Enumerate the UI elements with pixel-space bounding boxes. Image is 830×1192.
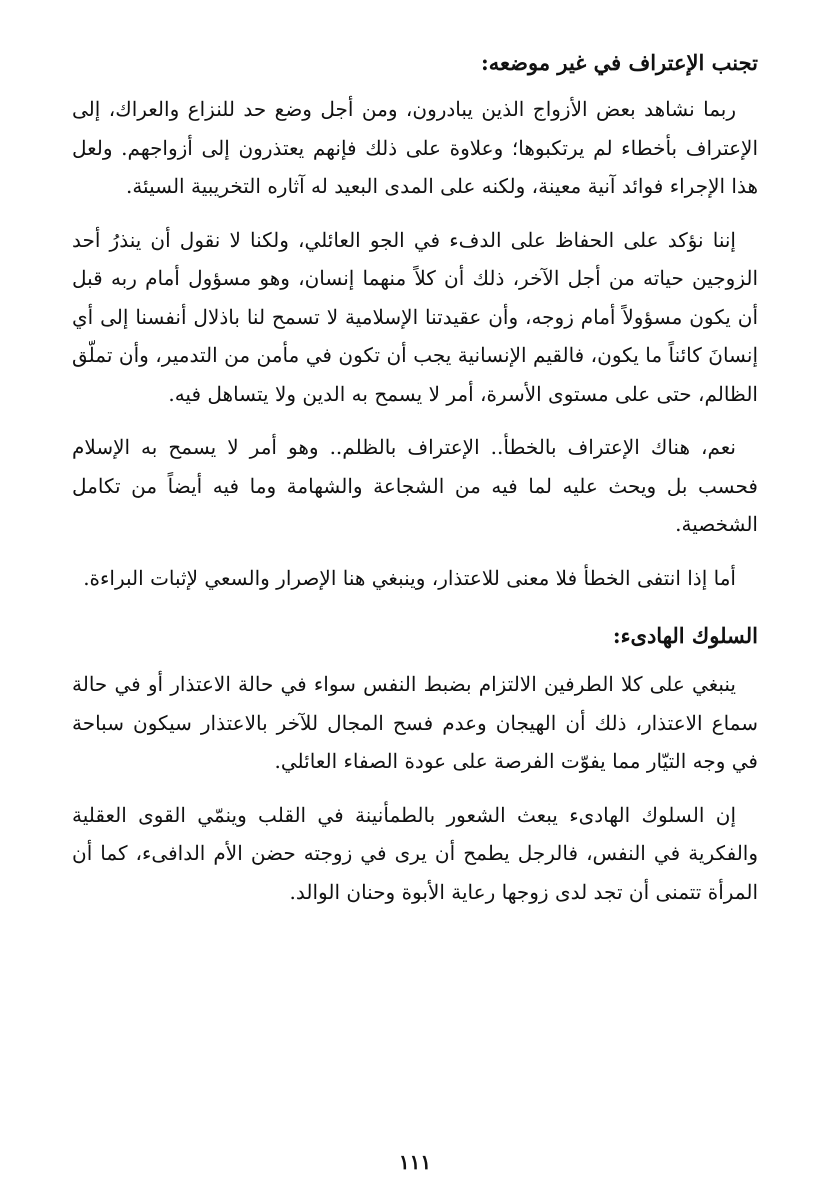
paragraph: أما إذا انتفى الخطأ فلا معنى للاعتذار، وينبغي هنا الإصرار والسعي لإثبات البراءة. xyxy=(83,565,736,590)
paragraph: ينبغي على كلا الطرفين الالتزام بضبط النفس سواء في حالة الاعتذار أو في حالة سماع الاعتذار، ذلك أن الهيجان وعدم فسح المجال للآخر بالاعتذار سيكون سباحة في وجه التيّار مما يفوّت الفرصة على عودة الصفاء العائلي. xyxy=(72,672,758,773)
paragraph: نعم، هناك الإعتراف بالخطأ.. الإعتراف بالظلم.. وهو أمر لا يسمح به الإسلام فحسب بل ويحث عليه لما فيه من الشجاعة والشهامة وما فيه أيضاً من تكامل الشخصية. xyxy=(72,435,758,536)
section-heading-avoid-false-confession: تجنب الإعتراف في غير موضعه: xyxy=(481,50,758,75)
paragraph: إن السلوك الهادىء يبعث الشعور بالطمأنينة في القلب وينمّي القوى العقلية والفكرية في النفس، فالرجل يطمح أن يرى في زوجته حضن الأم الدافىء، كما أن المرأة تتمنى أن تجد لدى زوجها رعاية الأبوة وحنان الوالد. xyxy=(72,802,758,904)
paragraph: إننا نؤكد على الحفاظ على الدفء في الجو العائلي، ولكنا لا نقول أن ينذرُ أحد الزوجين حياته من أجل الآخر، ذلك أن كلاً منهما إنسان، وهو مسؤول أمام ربه قبل أن يكون مسؤولاً أمام زوجه، وأن عقيدتنا الإسلامية لا تسمح لنا باذلال أنفسنا إلى أي إنسانَ كائناً ما يكون، فالقيم الإنسانية يجب أن تكون في مأمن من التدمير، وأن تملّق الظالم، حتى على مستوى الأسرة، أمر لا يسمح به الدين ولا يتساهل فيه. xyxy=(72,227,758,406)
page-number: ١١١ xyxy=(398,1150,432,1174)
section-heading-calm-behavior: السلوك الهادىء: xyxy=(612,623,758,648)
paragraph: ربما نشاهد بعض الأزواج الذين يبادرون، ومن أجل وضع حد للنزاع والعراك، إلى الإعتراف بأخطاء لم يرتكبوها؛ وعلاوة على ذلك فإنهم يعتذرون إلى أزواجهم. ولعل هذا الإجراء فوائد آنية معينة، ولكنه على المدى البعيد له آثاره التخريبية السيئة. xyxy=(72,97,758,198)
